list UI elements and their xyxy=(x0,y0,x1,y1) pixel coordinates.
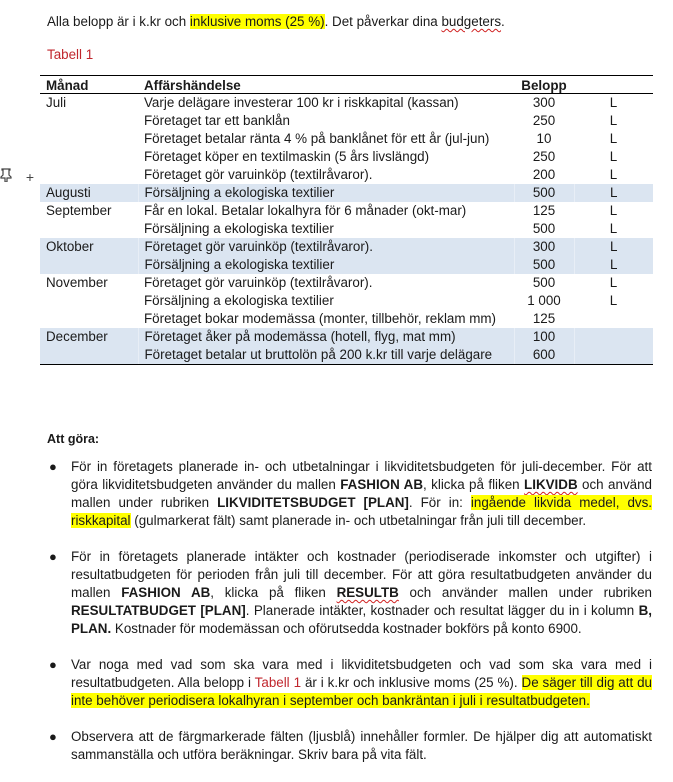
intro-text-3: . xyxy=(501,14,505,29)
amount-cell: 500 xyxy=(532,275,556,290)
event-cell: Försäljning a ekologiska textilier xyxy=(138,184,514,202)
amount-cell: 250 xyxy=(532,149,556,164)
month-cell xyxy=(40,130,138,148)
amount-cell: 125 xyxy=(532,311,556,326)
bullet-dot-icon: ● xyxy=(49,657,57,672)
bullet-text: , klicka på fliken xyxy=(210,585,337,600)
month-cell: December xyxy=(40,328,138,346)
flag-cell: L xyxy=(609,275,618,290)
amount-cell: 500 xyxy=(532,221,556,236)
bullet-dot-icon: ● xyxy=(49,729,57,744)
event-cell: Företaget gör varuinköp (textilråvaror). xyxy=(138,238,514,256)
table-row xyxy=(40,94,653,113)
month-cell xyxy=(40,112,138,130)
event-cell: Företaget köper en textilmaskin (5 års livslängd) xyxy=(144,149,430,164)
event-cell: Företaget betalar ränta 4 % på banklånet för ett år (jul-jun) xyxy=(144,131,490,146)
month-cell xyxy=(40,220,138,238)
flag-cell: L xyxy=(609,221,618,236)
amount-cell: 250 xyxy=(532,113,556,128)
table-row xyxy=(40,220,653,238)
table-row xyxy=(40,202,653,220)
month-cell xyxy=(40,310,138,328)
todo-bullet xyxy=(47,656,652,710)
amount-cell: 125 xyxy=(532,203,556,218)
todo-heading: Att göra: xyxy=(47,432,100,446)
amount-cell: 100 xyxy=(514,328,574,346)
table-row xyxy=(40,184,653,202)
flag-cell: L xyxy=(574,256,653,274)
spelling-error-word[interactable]: budgeters xyxy=(441,14,502,29)
pin-icon[interactable] xyxy=(0,169,16,185)
todo-bullet-list xyxy=(47,458,652,782)
table-handle-gutter xyxy=(0,168,44,185)
flag-cell: L xyxy=(609,113,618,128)
month-cell: Augusti xyxy=(40,184,138,202)
bold-text[interactable]: LIKVIDB xyxy=(524,477,578,492)
table-row xyxy=(40,292,653,310)
flag-cell: L xyxy=(609,167,618,182)
flag-cell xyxy=(574,328,653,346)
bold-text[interactable]: RESULTB xyxy=(336,585,399,600)
flag-cell xyxy=(574,346,653,365)
bullet-text: För in företagets planerade intäkter och kostnader (periodiserade inkomster och utgifter) i resultatbudgeten för perioden från juli till december. För att göra resultatbudgeten använder du mallen xyxy=(71,549,652,600)
table-row xyxy=(40,166,653,184)
bullet-text: Var noga med vad som ska vara med i likviditetsbudgeten och vad som ska vara med i resultatbudgeten. Alla belopp i xyxy=(71,657,652,690)
table-row xyxy=(40,112,653,130)
flag-cell: L xyxy=(609,203,618,218)
month-cell: September xyxy=(46,203,112,218)
table-row xyxy=(40,346,653,365)
table-row xyxy=(40,148,653,166)
bullet-dot-icon: ● xyxy=(49,549,57,564)
add-row-plus-icon[interactable]: + xyxy=(25,169,35,185)
bullet-text: och använder mallen under rubriken xyxy=(398,585,652,600)
event-cell: Varje delägare investerar 100 kr i riskkapital (kassan) xyxy=(144,95,459,110)
flag-cell: L xyxy=(574,184,653,202)
table-row xyxy=(40,256,653,274)
amount-cell: 500 xyxy=(514,256,574,274)
intro-paragraph xyxy=(47,14,505,29)
header-amount: Belopp xyxy=(514,76,574,94)
amount-cell: 300 xyxy=(532,95,556,110)
bold-text: LIKVIDITETSBUDGET [PLAN] xyxy=(217,495,409,510)
todo-bullet xyxy=(47,728,652,764)
bold-text: RESULTATBUDGET [PLAN] xyxy=(71,603,246,618)
transactions-table xyxy=(40,75,653,365)
table-caption: Tabell 1 xyxy=(47,47,94,62)
month-cell xyxy=(40,256,138,274)
month-cell xyxy=(40,292,138,310)
month-cell xyxy=(40,148,138,166)
bold-text: B, PLAN. xyxy=(71,603,653,636)
intro-text: Alla belopp är i k.kr och xyxy=(47,14,190,29)
table-row xyxy=(40,328,653,346)
table-row xyxy=(40,310,653,328)
table-header-row xyxy=(40,76,653,94)
amount-cell: 300 xyxy=(514,238,574,256)
event-cell: Företaget åker på modemässa (hotell, flyg, mat mm) xyxy=(138,328,514,346)
amount-cell: 10 xyxy=(536,131,552,146)
amount-cell: 1 000 xyxy=(527,293,561,308)
bullet-text: Kostnader för modemässan och oförutsedda kostnader bokförs på konto 6900. xyxy=(111,621,582,636)
bullet-text: För in företagets planerade in- och utbetalningar i likviditetsbudgeten för juli-december. För att göra likviditetsbudgeten använder du mallen xyxy=(71,459,652,492)
event-cell: Företaget bokar modemässa (monter, tillbehör, reklam mm) xyxy=(144,311,497,326)
event-cell: Företaget betalar ut bruttolön på 200 k.kr till varje delägare xyxy=(138,346,514,365)
bullet-text: Observera att de färgmarkerade fälten (ljusblå) innehåller formler. De hjälper dig att automatiskt sammanställa och utföra beräkningar. Skriv bara på vita fält. xyxy=(71,729,652,762)
bullet-text: (gulmarkerat fält) samt planerade in- och utbetalningar från juli till december. xyxy=(130,513,587,528)
intro-text-2: . Det påverkar dina xyxy=(324,14,442,29)
flag-cell: L xyxy=(609,131,618,146)
header-event: Affärshändelse xyxy=(138,76,514,94)
month-cell: Oktober xyxy=(40,238,138,256)
event-cell: Försäljning a ekologiska textilier xyxy=(144,293,334,308)
todo-bullet xyxy=(47,548,652,638)
flag-cell: L xyxy=(609,95,618,110)
flag-cell: L xyxy=(609,149,618,164)
event-cell: Företaget gör varuinköp (textilråvaror). xyxy=(144,275,373,290)
header-month: Månad xyxy=(40,76,138,94)
month-cell: November xyxy=(46,275,108,290)
table-row xyxy=(40,238,653,256)
event-cell: Företaget tar ett banklån xyxy=(144,113,290,128)
table-reference: Tabell 1 xyxy=(254,675,302,690)
month-cell xyxy=(40,346,138,365)
month-cell: Juli xyxy=(46,95,67,110)
todo-bullet xyxy=(47,458,652,530)
highlighted-text: ingående likvida medel, dvs. riskkapital xyxy=(71,495,652,528)
event-cell: Företaget gör varuinköp (textilråvaror). xyxy=(144,167,373,182)
bullet-text: , klicka på fliken xyxy=(423,477,525,492)
flag-cell: L xyxy=(574,238,653,256)
month-cell xyxy=(40,166,138,184)
bullet-dot-icon: ● xyxy=(49,459,57,474)
flag-cell: L xyxy=(609,293,618,308)
bullet-text: är i k.kr och inklusive moms (25 %). xyxy=(301,675,522,690)
table-row xyxy=(40,274,653,292)
table-row xyxy=(40,130,653,148)
intro-highlight: inklusive moms (25 %) xyxy=(189,14,325,29)
bold-text: FASHION AB xyxy=(340,477,424,492)
event-cell: Får en lokal. Betalar lokalhyra för 6 månader (okt-mar) xyxy=(144,203,467,218)
bold-text: FASHION AB xyxy=(121,585,211,600)
amount-cell: 500 xyxy=(514,184,574,202)
event-cell: Försäljning a ekologiska textilier xyxy=(144,221,334,236)
highlighted-text: De säger till dig att du inte behöver periodisera lokalhyran i september och bankräntan i juli i resultatbudgeten. xyxy=(71,675,653,708)
event-cell: Försäljning a ekologiska textilier xyxy=(138,256,514,274)
bullet-text: . Planerade intäkter, kostnader och resultat lägger du in i kolumn xyxy=(245,603,639,618)
header-flag xyxy=(574,76,653,94)
flag-cell xyxy=(574,310,653,328)
bullet-text: och använd mallen under rubriken xyxy=(71,477,652,510)
amount-cell: 600 xyxy=(514,346,574,365)
bullet-text: . För in: xyxy=(408,495,471,510)
amount-cell: 200 xyxy=(532,167,556,182)
